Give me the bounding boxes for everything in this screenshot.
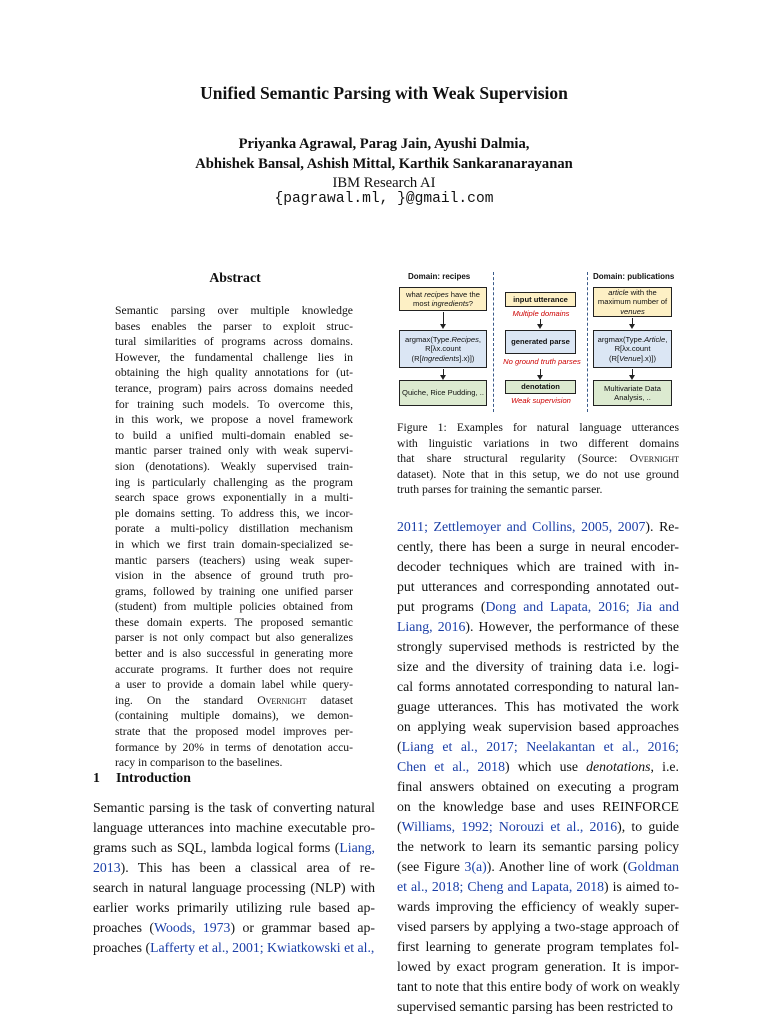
citation-link[interactable]: Dong and Lapata, 2016; Jia and — [485, 599, 680, 614]
abstract-line: (containing multiple domains), we demon- — [115, 709, 353, 723]
caption-line: truth parses for training the semantic parser. — [397, 483, 603, 497]
abstract-line: mantic parser trained only with weak supervi- — [115, 444, 353, 458]
right-column-line: Chen et al., 2018) which use denotations, i.e. — [397, 759, 679, 774]
abstract-line: (student) from multiple policies obtained from — [115, 600, 353, 614]
abstract-line: porate a multi-policy distillation mechanism — [115, 522, 353, 536]
abstract-line: for training such models. To overcome this, — [115, 397, 353, 411]
citation-link[interactable]: Liang, 2016 — [397, 619, 466, 634]
abstract-line: in this work, we propose a novel framework — [115, 413, 353, 427]
denotation-box — [505, 380, 576, 394]
citation-link[interactable]: 2013 — [93, 860, 121, 875]
introduction-line: search in natural language processing (NLP) with — [93, 880, 375, 895]
right-column-line: cal forms annotated corresponding to natural lan- — [397, 679, 679, 694]
right-column-line: first learning to generate program templates fol- — [397, 939, 679, 954]
divider-left — [493, 272, 494, 412]
right-column-line: Liang, 2016). However, the performance of these — [397, 619, 679, 634]
caption-line: dataset). Note that in this setup, we do not use ground — [397, 467, 679, 481]
domain-publications-label: Domain: publications — [593, 272, 675, 281]
right-column-line: cently, there has been a surge in neural encoder- — [397, 539, 679, 554]
citation-link[interactable]: Chen et al., 2018 — [397, 759, 505, 774]
abstract-line: tural similarities of programs across domains. — [115, 335, 353, 349]
right-column-body — [397, 517, 679, 1017]
input-utterance-box — [505, 292, 576, 307]
right-column-line: the network to learn its semantic parsing policy — [397, 839, 679, 854]
right-column-line: on the knowledge base and uses REINFORCE — [397, 799, 679, 814]
abstract-line: ing is particularly challenging as the program — [115, 475, 353, 489]
abstract-line: racy in comparison to the baselines. — [115, 756, 283, 770]
introduction-body — [93, 798, 375, 958]
utterance-publications-box — [593, 287, 672, 317]
program-publications-box — [593, 330, 672, 368]
citation-link[interactable]: 3(a) — [464, 859, 487, 874]
abstract-line: Semantic parsing over multiple knowledge — [115, 304, 353, 317]
author-list — [0, 134, 768, 174]
authors-line-2: Abhishek Bansal, Ashish Mittal, Karthik Sankaranarayanan — [195, 156, 573, 172]
abstract-line: bases enables the parser to exploit struc- — [115, 319, 353, 333]
right-column-line: on applying weak supervision based approaches — [397, 719, 679, 734]
right-column-line: put utterances and corresponding annotated out- — [397, 579, 679, 594]
introduction-line: grams such as SQL, lambda logical forms (Liang, — [93, 840, 375, 855]
caption-line: Figure 1: Examples for natural language utterances — [397, 421, 679, 434]
abstract-line: ing. On the standard Overnight dataset — [115, 693, 354, 707]
introduction-line: proaches (Lafferty et al., 2001; Kwiatkowski et al., — [93, 940, 375, 955]
citation-link[interactable]: Lafferty et al., 2001; Kwiatkowski et al., — [150, 940, 375, 955]
program-recipes-line-2: R[λx.count — [425, 344, 461, 354]
abstract-line: search space grows exponentially in a multi- — [115, 491, 353, 505]
utterance-recipes-text: what recipes have the most ingredients? — [406, 289, 480, 308]
citation-link[interactable]: 2011; Zettlemoyer and Collins, 2005, 2007 — [397, 519, 646, 534]
introduction-heading — [93, 770, 191, 786]
program-recipes-line-1: argmax(Type.Recipes, — [405, 334, 481, 344]
abstract-heading: Abstract — [209, 270, 261, 285]
no-ground-truth-label: No ground truth parses — [503, 357, 581, 366]
abstract-line: in which we first train domain-specialized se- — [115, 537, 353, 551]
right-column-line: decoder techniques which are trained with in- — [397, 559, 679, 574]
generated-parse-box — [505, 330, 576, 354]
abstract-line: to build a unified multi-domain enabled se- — [115, 428, 353, 442]
program-publications-line-2: R[λx.count — [614, 344, 651, 354]
abstract-line: sion (denotations). Weakly supervised train- — [115, 459, 353, 473]
right-column-line: final answers obtained on executing a program — [397, 779, 679, 794]
introduction-line: 2013). This has been a classical area of re- — [93, 860, 375, 875]
abstract-line: better and is also successful in generating more — [115, 647, 353, 661]
citation-link[interactable]: Liang, — [339, 840, 375, 855]
figure-caption — [397, 420, 679, 498]
right-column-line: wards improving the efficiency of weakly super- — [397, 899, 679, 914]
multiple-domains-label: Multiple domains — [512, 309, 570, 318]
abstract-line: However, the fundamental challenge lies in — [115, 350, 353, 364]
introduction-line: language utterances into machine executable pro- — [93, 820, 375, 835]
paper-title: Unified Semantic Parsing with Weak Supervision — [200, 83, 568, 103]
citation-link[interactable]: Goldman — [627, 859, 679, 874]
right-column-line: (see Figure 3(a)). Another line of work (Goldman — [397, 859, 679, 874]
right-column-line: size and the diversity of training data i.e. logi- — [397, 659, 679, 674]
weak-supervision-label: Weak supervision — [511, 396, 571, 405]
right-column-line: et al., 2018; Cheng and Lapata, 2018) is aimed to- — [397, 879, 679, 894]
program-publications-line-1: argmax(Type.Article, — [597, 334, 668, 344]
right-column-line: supervised semantic parsing has been restricted to — [397, 999, 673, 1014]
right-column-line: (Liang et al., 2017; Neelakantan et al., 2016; — [397, 739, 679, 754]
program-recipes-line-3: (R[Ingredients].x)]) — [411, 353, 475, 363]
affiliation: IBM Research AI — [332, 175, 436, 191]
abstract-line: terance, program) pairs across domains needed — [115, 381, 353, 395]
right-column-line: tant to note that this entire body of work on weakly — [397, 979, 680, 994]
denotation-recipes-text: Quiche, Rice Pudding, .. — [402, 388, 484, 398]
denotation-recipes-box — [399, 380, 487, 406]
denotation-publications-box — [593, 380, 672, 406]
right-column-line: put programs (Dong and Lapata, 2016; Jia and — [397, 599, 680, 614]
right-column-line: strongly supervised methods is restricted by the — [397, 639, 679, 654]
citation-link[interactable]: Williams, 1992; Norouzi et al., 2016 — [401, 819, 618, 834]
program-publications-line-3: (R[Venue].x)]) — [609, 353, 656, 363]
abstract-line: mantic parsers (teachers) using weak super- — [115, 553, 353, 567]
introduction-line: earlier works primarily utilizing rule based ap- — [93, 900, 375, 915]
domain-recipes-label: Domain: recipes — [408, 272, 471, 281]
introduction-line: proaches (Woods, 1973) or grammar based ap- — [93, 920, 375, 935]
abstract-line: accurate programs. It further does not require — [115, 662, 353, 676]
abstract-line: formance by 20% in terms of denotation accu- — [115, 740, 353, 754]
author-email[interactable]: {pagrawal.ml, }@gmail.com — [274, 191, 494, 207]
denotation-publications-text: Multivariate Data Analysis, .. — [604, 383, 661, 402]
figure-1 — [394, 268, 684, 414]
divider-right — [587, 272, 588, 412]
abstract-line: parser is not only compact but also generalizes — [115, 631, 353, 645]
abstract-line: ple domains setting. To address this, we incor- — [115, 506, 353, 520]
introduction-line: Semantic parsing is the task of converting natural — [93, 800, 375, 815]
right-column-line: guage utterances. This has motivated the work — [397, 699, 679, 714]
citation-link[interactable]: Liang et al., 2017; Neelakantan et al., 2016; — [401, 739, 679, 754]
authors-line-1: Priyanka Agrawal, Parag Jain, Ayushi Dalmia, — [238, 136, 530, 152]
utterance-publications-text: article with the maximum number of venues — [597, 287, 668, 316]
right-column-line: (Williams, 1992; Norouzi et al., 2016), to guide — [397, 819, 679, 834]
denotation-text: denotation — [521, 382, 560, 392]
utterance-recipes-box — [399, 287, 487, 311]
abstract-line: vision in the absence of ground truth pro- — [115, 569, 353, 583]
section-title: Introduction — [116, 770, 191, 785]
section-number: 1 — [93, 770, 100, 785]
generated-parse-text: generated parse — [511, 337, 570, 347]
citation-link[interactable]: Woods, 1973 — [154, 920, 231, 935]
caption-line: that share structural regularity (Source: Overnight — [397, 452, 679, 466]
abstract-line: obtaining the high quality annotations for (ut- — [115, 366, 353, 380]
abstract-line: these domain experts. The proposed semantic — [115, 615, 353, 629]
citation-link[interactable]: et al., 2018; Cheng and Lapata, 2018 — [397, 879, 605, 894]
abstract-line: a user to provide a domain label while query- — [115, 678, 353, 692]
right-column-line: 2011; Zettlemoyer and Collins, 2005, 2007). Re- — [397, 519, 679, 534]
caption-line: with linguistic variations in two different domains — [397, 436, 679, 450]
right-column-line: vised parsers by applying a two-stage approach of — [397, 919, 679, 934]
abstract-body — [115, 303, 353, 771]
abstract-line: strate that the proposed model improves per- — [115, 725, 353, 739]
input-utterance-text: input utterance — [513, 294, 568, 304]
right-column-line: lowed by exact program generation. It is impor- — [397, 959, 679, 974]
program-recipes-box — [399, 330, 487, 368]
abstract-line: grams, followed by training one unified parser — [115, 584, 353, 598]
